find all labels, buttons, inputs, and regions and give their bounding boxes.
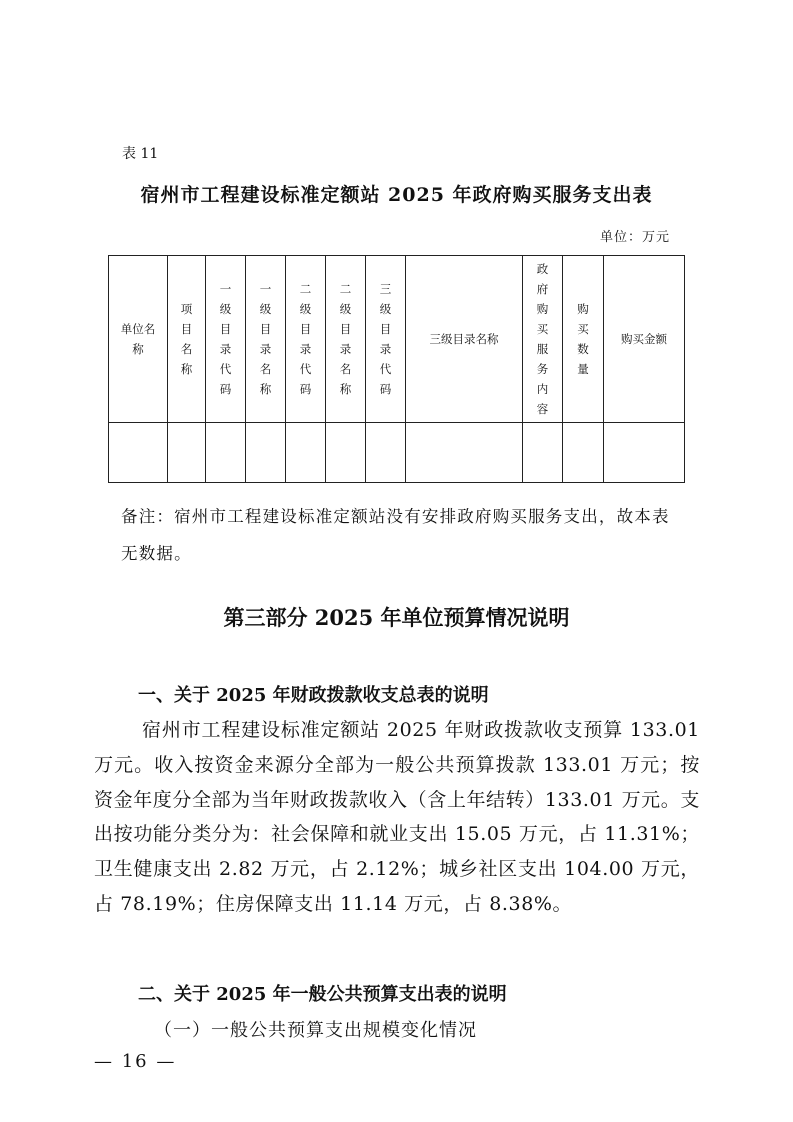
header-cell: 三级目录名称	[406, 256, 523, 423]
section-1-paragraph: 宿州市工程建设标准定额站 2025 年财政拨款收支预算 133.01 万元。收入按资金来源分全部为一般公共预算拨款 133.01 万元；按资金年度分全部为当年财政拨款收入（含上年结转）133.01 万元。支出按功能分类分为：社会保障和就业支出 15.05 万元，占 11.31%；卫生健康支出 2.82 万元，占 2.12%；城乡社区支出 104.00 万元，占 78.19%；住房保障支出 11.14 万元，占 8.38%。	[94, 719, 700, 915]
table-cell	[406, 423, 523, 483]
header-cell: 一级目录代码	[206, 256, 246, 423]
header-cell: 政府购买服务内容	[523, 256, 563, 423]
table-number-label: 表 11	[122, 146, 159, 162]
unit-label: 单位：万元	[600, 230, 671, 245]
table-cell	[326, 423, 366, 483]
purchase-services-table	[108, 255, 685, 483]
section-2-subheading: （一）一般公共预算支出规模变化情况	[154, 1020, 477, 1041]
table-cell	[523, 423, 563, 483]
table-header-row	[109, 256, 685, 423]
table-cell	[109, 423, 168, 483]
section-1-heading: 一、关于 2025 年财政拨款收支总表的说明	[138, 685, 489, 706]
table-cell	[206, 423, 246, 483]
table-row	[109, 423, 685, 483]
table-title: 宿州市工程建设标准定额站 2025 年政府购买服务支出表	[140, 184, 653, 206]
header-cell: 二级目录名称	[326, 256, 366, 423]
header-cell: 购买金额	[604, 256, 685, 423]
header-cell: 三级目录代码	[366, 256, 406, 423]
page-number: — 16 —	[94, 1051, 177, 1072]
table-cell	[286, 423, 326, 483]
table-cell	[366, 423, 406, 483]
table-cell	[563, 423, 604, 483]
table-cell	[168, 423, 206, 483]
header-cell: 项目名称	[168, 256, 206, 423]
section-2-heading: 二、关于 2025 年一般公共预算支出表的说明	[138, 984, 507, 1005]
table-note: 备注：宿州市工程建设标准定额站没有安排政府购买服务支出，故本表无数据。	[121, 507, 670, 563]
header-cell: 单位名称	[109, 256, 168, 423]
table-cell	[246, 423, 286, 483]
part-title: 第三部分 2025 年单位预算情况说明	[223, 605, 570, 630]
header-cell: 二级目录代码	[286, 256, 326, 423]
header-cell: 一级目录名称	[246, 256, 286, 423]
table-cell	[604, 423, 685, 483]
header-cell: 购买数量	[563, 256, 604, 423]
